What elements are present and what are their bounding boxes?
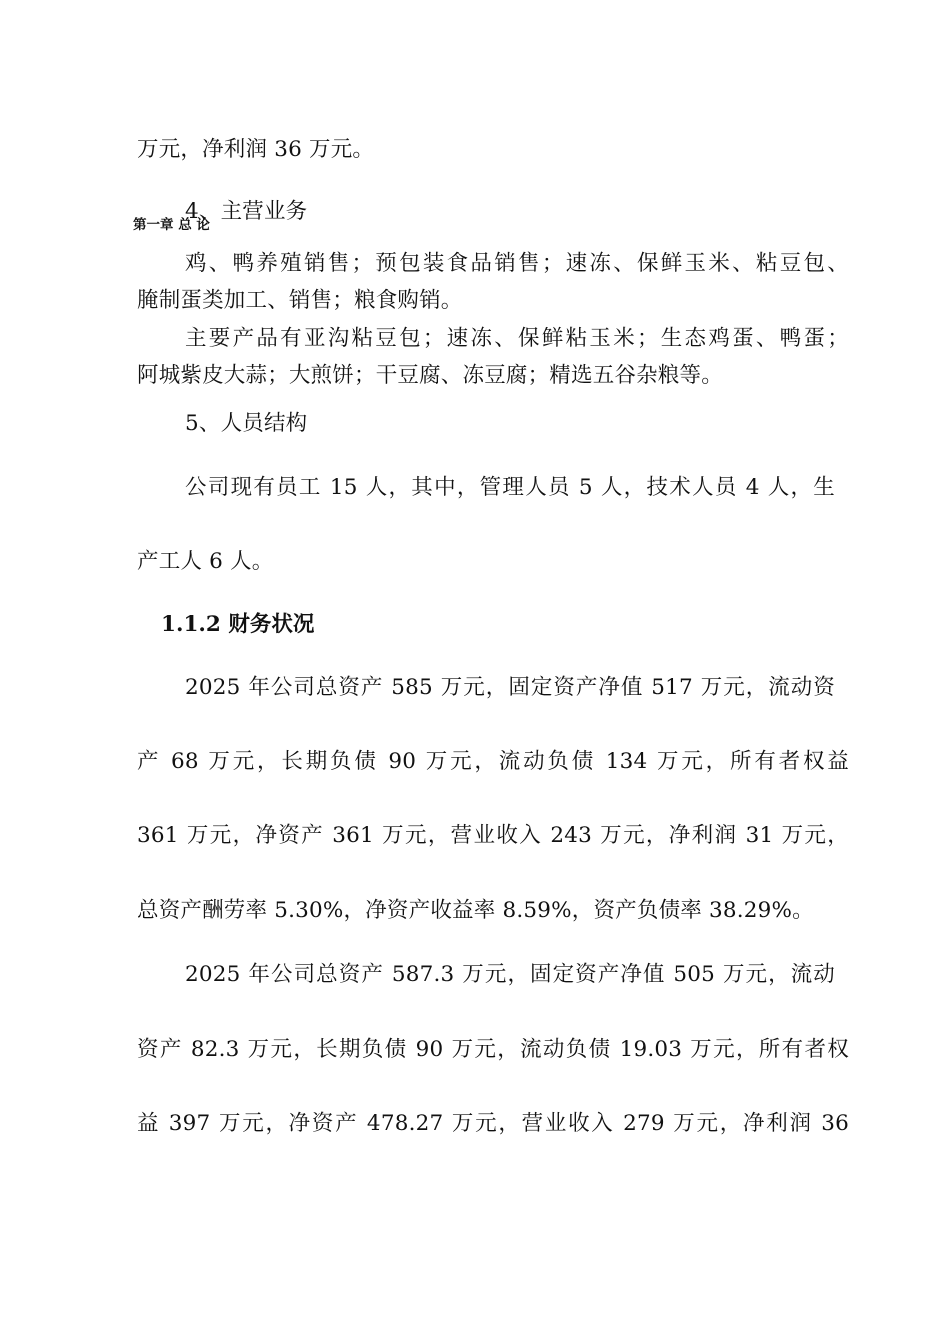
paragraph-line: 鸡、鸭养殖销售；预包装食品销售；速冻、保鲜玉米、粘豆包、 [185,251,849,276]
section-heading-finance: 1.1.2 财务状况 [161,612,315,637]
main-business-title: 4、主营业务 [185,199,308,224]
paragraph-line: 2025 年公司总资产 587.3 万元，固定资产净值 505 万元，流动 [185,962,835,987]
paragraph-line: 总资产酬劳率 5.30%，净资产收益率 8.59%，资产负债率 38.29%。 [137,898,814,923]
paragraph-line: 2025 年公司总资产 585 万元，固定资产净值 517 万元，流动资 [185,675,835,700]
chapter-header-label: 第一章 总 论 [133,217,210,233]
paragraph-line: 产工人 6 人。 [137,549,274,574]
paragraph-line: 公司现有员工 15 人，其中，管理人员 5 人，技术人员 4 人，生 [185,475,835,500]
paragraph-line: 阿城紫皮大蒜；大煎饼；干豆腐、冻豆腐；精选五谷杂粮等。 [137,363,723,388]
paragraph-line: 主要产品有亚沟粘豆包；速冻、保鲜粘玉米；生态鸡蛋、鸭蛋； [185,326,849,351]
paragraph-line: 产 68 万元，长期负债 90 万元，流动负债 134 万元，所有者权益 [137,749,849,774]
paragraph-line: 万元，净利润 36 万元。 [137,137,375,162]
paragraph-line: 腌制蛋类加工、销售；粮食购销。 [137,288,463,313]
staff-structure-title: 5、人员结构 [185,411,308,436]
paragraph-line: 资产 82.3 万元，长期负债 90 万元，流动负债 19.03 万元，所有者权 [137,1037,849,1062]
paragraph-line: 益 397 万元，净资产 478.27 万元，营业收入 279 万元，净利润 36 [137,1111,849,1136]
paragraph-line: 361 万元，净资产 361 万元，营业收入 243 万元，净利润 31 万元， [137,823,849,848]
